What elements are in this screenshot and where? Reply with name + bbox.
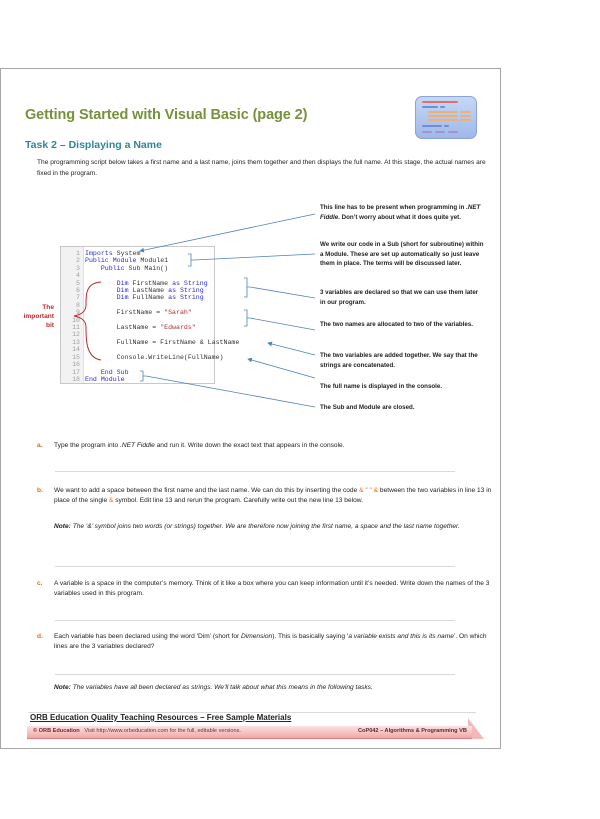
note-declarations: 3 variables are declared so that we can use them later in our program. [320, 289, 479, 306]
task-intro: The programming script below takes a first name and a last name, joins them together and then displays the full name. At this stage, the actual names are fixed in the program. [37, 159, 486, 177]
line-number: 16 [72, 361, 80, 369]
code-line: 13 FullName = FirstName & LastName [61, 339, 239, 346]
line-number: 8 [76, 301, 80, 309]
code-line: 17 End Sub [61, 369, 239, 376]
line-number: 1 [76, 250, 80, 257]
note-close: The Sub and Module are closed. [320, 404, 415, 411]
line-number: 15 [72, 353, 80, 361]
line-number: 12 [72, 331, 80, 339]
task-title: Task 2 – Displaying a Name [25, 139, 162, 151]
footer-title: ORB Education Quality Teaching Resources – Free Sample Materials [30, 713, 292, 722]
code-line: 11 LastName = "Edwards" [61, 324, 239, 331]
line-number: 10 [72, 316, 80, 324]
footer-visit-link[interactable]: Visit http://www.orbeducation.com for the full, editable versions. [84, 728, 241, 734]
code-text [61, 250, 239, 383]
code-line: 1 Imports System [61, 250, 239, 257]
code-line [61, 346, 239, 353]
note-concatenation: The two variables are added together. We say that the strings are concatenated. [320, 352, 478, 369]
code-line [61, 331, 239, 338]
line-number: 7 [76, 294, 80, 302]
code-line: 15 Console.WriteLine(FullName) [61, 354, 239, 361]
line-number: 14 [72, 346, 80, 354]
code-line [61, 302, 239, 309]
answer-line-b[interactable] [55, 566, 455, 567]
note-allocation: The two names are allocated to two of the variables. [320, 321, 474, 328]
note-imports: This line has to be present when programming in .NET Fiddle. Don’t worry about what it does quite yet. [320, 204, 481, 221]
line-number: 5 [76, 279, 80, 287]
line-number: 11 [72, 324, 80, 332]
code-line: 18 End Module [61, 376, 239, 383]
code-line: 9 FirstName = "Sarah" [61, 309, 239, 316]
footer-copyright: © ORB Education Visit http://www.orbeducation.com for the full, editable versions. [33, 728, 241, 734]
line-number: 9 [76, 309, 80, 317]
line-number: 3 [76, 264, 80, 272]
code-listing [60, 246, 240, 384]
note-sub-module: We write our code in a Sub (short for subroutine) within a Module. These are set up automatically so just leave them in place. The terms will be discussed later. [320, 241, 484, 267]
answer-line-d[interactable] [55, 674, 455, 675]
code-line: 5 Dim FirstName as String [61, 280, 239, 287]
line-number: 13 [72, 338, 80, 346]
code-line: 6 Dim LastName as String [61, 287, 239, 294]
code-line: 2 Public Module Module1 [61, 257, 239, 264]
important-bit-label: The important bit [23, 304, 54, 329]
program-structure-icon [415, 96, 477, 139]
code-line [61, 272, 239, 279]
line-number: 2 [76, 257, 80, 265]
page-title: Getting Started with Visual Basic (page 2) [25, 107, 308, 123]
line-number: 4 [76, 272, 80, 280]
note-display: The full name is displayed in the console. [320, 383, 443, 390]
line-number: 17 [72, 368, 80, 376]
question-b-note: Note: The ‘&’ symbol joins two words (or strings) together. We are therefore now joining the first name, a space and the last name together. [54, 523, 460, 530]
final-note: Note: The variables have all been declared as strings. We’ll talk about what this means in the following tasks. [54, 684, 373, 691]
answer-line-c[interactable] [55, 620, 455, 621]
line-number: 18 [72, 375, 80, 383]
footer-course-code: CoP042 – Algorithms & Programming VB [358, 728, 467, 734]
line-number: 6 [76, 287, 80, 295]
code-line [61, 361, 239, 368]
code-line: 3 Public Sub Main() [61, 265, 239, 272]
code-line: 7 Dim FullName as String [61, 294, 239, 301]
answer-line-a[interactable] [55, 471, 455, 472]
code-line [61, 317, 239, 324]
